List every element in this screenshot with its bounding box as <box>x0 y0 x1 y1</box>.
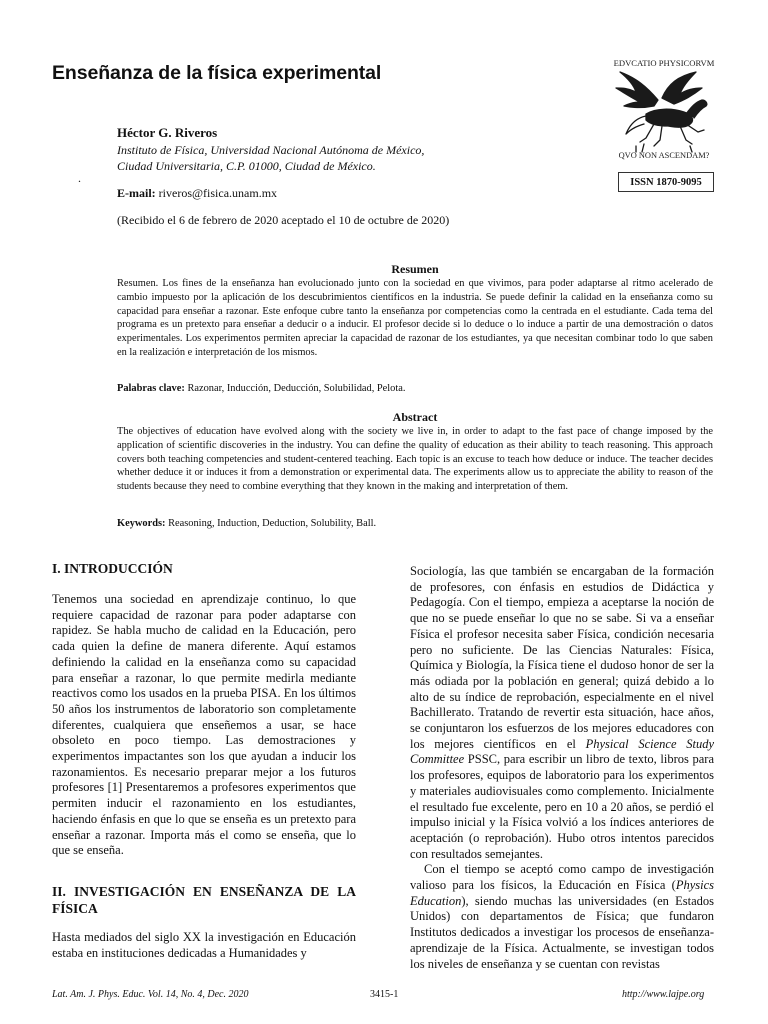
footer-url[interactable]: http://www.lajpe.org <box>622 989 705 1000</box>
right-column <box>410 564 714 972</box>
text-run: Con el tiempo se aceptó como campo de investigación valioso para los físicos, la Educación en Física ( <box>410 862 714 893</box>
keywords-text: Reasoning, Induction, Deduction, Solubility, Ball. <box>168 518 377 529</box>
paper-title: Enseñanza de la física experimental <box>52 62 382 84</box>
logo-top-text: EDVCATIO PHYSICORVM <box>613 58 715 68</box>
text-run: PSSC, para escribir un libro de texto, libros para los profesores, equipos de laboratorio para los experimentos y materiales audiovisuales como complemento. Inicialmente el resultado fue excelente, pero en 10 a 20 años, se perdió el impulso inicial y la Física volvió a los índices anteriores de aceptación (o reprobación). Hubo otros intentos parecidos con resultados semejantes. <box>410 752 715 861</box>
text-run: Sociología, las que también se encargaban de la formación de profesores, con énfasis en estudios de Didáctica y Pedagogía. Con el tiempo, empieza a aceptarse la noción de que no se puede enseñar lo que no se sabe. Si va a enseñar Física el profesor necesita saber Física, condición necesaria pero no suficiente. De las Ciencias Naturales: Física, Química y Biología, la Física tiene el dudoso honor de ser la más odiada por la población en general; quizá debido a lo alto de su índice de reprobación, especialmente en el nivel Bachillerato. Tratando de revertir esta situación, hace años, se conjuntaron los esfuerzos de los mejores educadores con los mejores científicos en el <box>410 564 714 751</box>
footer-journal: Lat. Am. J. Phys. Educ. Vol. 14, No. 4, Dec. 2020 <box>52 989 249 1000</box>
keywords-label: Palabras clave: <box>117 383 185 394</box>
abstract-text: The objectives of education have evolved along with the society we live in, in order to adapt to the fast pace of change imposed by the application of scientific discoveries in the industry. You can define the quality of education as their ability to teach reasoning. This approach covers both teaching competencies and student-centered teaching. Each topic is an excuse to teach how deduce or induce. The teacher decides whether deduce it or induces it from a demonstration or experimental data. The experiments allow us to appreciate the ability to reason of the students because they need to combine everything that they known in the making and interpretation of them. <box>117 426 713 493</box>
paragraph: Hasta mediados del siglo XX la investigación en Educación estaba en instituciones dedicadas a Humanidades y <box>52 929 356 960</box>
keywords-text: Razonar, Inducción, Deducción, Solubilidad, Pelota. <box>187 383 406 394</box>
resumen-keywords <box>117 383 713 394</box>
footer-page-number: 3415-1 <box>370 989 399 1000</box>
resumen-heading: Resumen <box>391 262 439 276</box>
section-heading: I. INTRODUCCIÓN <box>52 561 173 576</box>
left-column <box>52 560 356 961</box>
received-dates: (Recibido el 6 de febrero de 2020 aceptado el 10 de octubre de 2020) <box>117 213 450 227</box>
email-label: E-mail: <box>117 186 156 200</box>
italic-text: Physics Education <box>410 878 714 908</box>
text-run: ), siendo muchas las universidades (en Estados Unidos) con departamentos de Física; que fundaron Institutos dedicados a investigar los procesos de enseñanza-aprendizaje de la Física. Actualmente, se investigan todos los niveles de enseñanza y se cuentan con revistas <box>410 893 714 971</box>
affiliation-line: Instituto de Física, Universidad Nacional Autónoma de México, <box>117 143 425 157</box>
keywords-label: Keywords: <box>117 518 166 529</box>
paragraph: Tenemos una sociedad en aprendizaje continuo, lo que requiere capacidad de razonar para poder adaptarse con rapidez. Se habla mucho de calidad en la Educación, pero cada quien la define de manera diferente. Aquí estamos definiendo la calidad en la enseñanza como su capacidad para enseñar a razonar, lo que permite medirla mediante reactivos como los usados en la prueba PISA. En los últimos 50 años los instrumentos de laboratorio son completamente diferentes, cualquiera que enseñemos a usar, se hace obsoleto en poco tiempo. Las demostraciones y experimentos impactantes son los que ayudan a inducir los razonamientos. Es necesario preparar mejor a los futuros profesores [1] Presentaremos a profesores experimentos que permiten inducir el razonamiento en los estudiantes, haciendo énfasis en que lo que se enseña es un pretexto para enseñar a razonar. Importa más el como se enseña, que lo que se enseña. <box>52 592 356 858</box>
resumen-text: Resumen. Los fines de la enseñanza han evolucionado junto con la sociedad en que vivimos, para poder adaptarse al ritmo acelerado de cambio impuesto por la aplicación de los descubrimientos científicos en la industria. Se puede definir la calidad en la enseñanza como su capacidad para enseñar a razonar. Este enfoque cubre tanto la enseñanza por competencias como la centrada en el estudiante. Cada tema del programa es un pretexto para enseñar a deducir o a inducir. El profesor decide si lo deduce o lo induce a partir de una demostración o datos experimentales. Los experimentos permiten apreciar la capacidad de razonar de los estudiantes, ya que necesitan combinar todo lo que saben en la realización e interpretación de los mismos. <box>117 278 713 358</box>
section-heading: II. INVESTIGACIÓN EN ENSEÑANZA DE LA FÍSICA <box>52 883 356 916</box>
author-name: Héctor G. Riveros <box>117 125 218 140</box>
paragraph <box>410 862 714 972</box>
email-address[interactable]: riveros@fisica.unam.mx <box>158 186 278 200</box>
issn-box: ISSN 1870-9095 <box>618 172 714 192</box>
stray-dot: . <box>78 171 81 185</box>
italic-text: Physical Science Study Committee <box>410 736 715 767</box>
journal-logo <box>606 56 722 164</box>
abstract-keywords <box>117 518 713 529</box>
pegasus-icon <box>606 56 722 164</box>
paragraph <box>410 564 714 862</box>
affiliation-line: Ciudad Universitaria, C.P. 01000, Ciudad de México. <box>117 158 376 173</box>
logo-bottom-text: QVO NON ASCENDAM? <box>618 151 710 160</box>
author-affiliation <box>117 143 477 174</box>
author-email <box>117 186 277 201</box>
abstract-heading: Abstract <box>392 410 438 424</box>
